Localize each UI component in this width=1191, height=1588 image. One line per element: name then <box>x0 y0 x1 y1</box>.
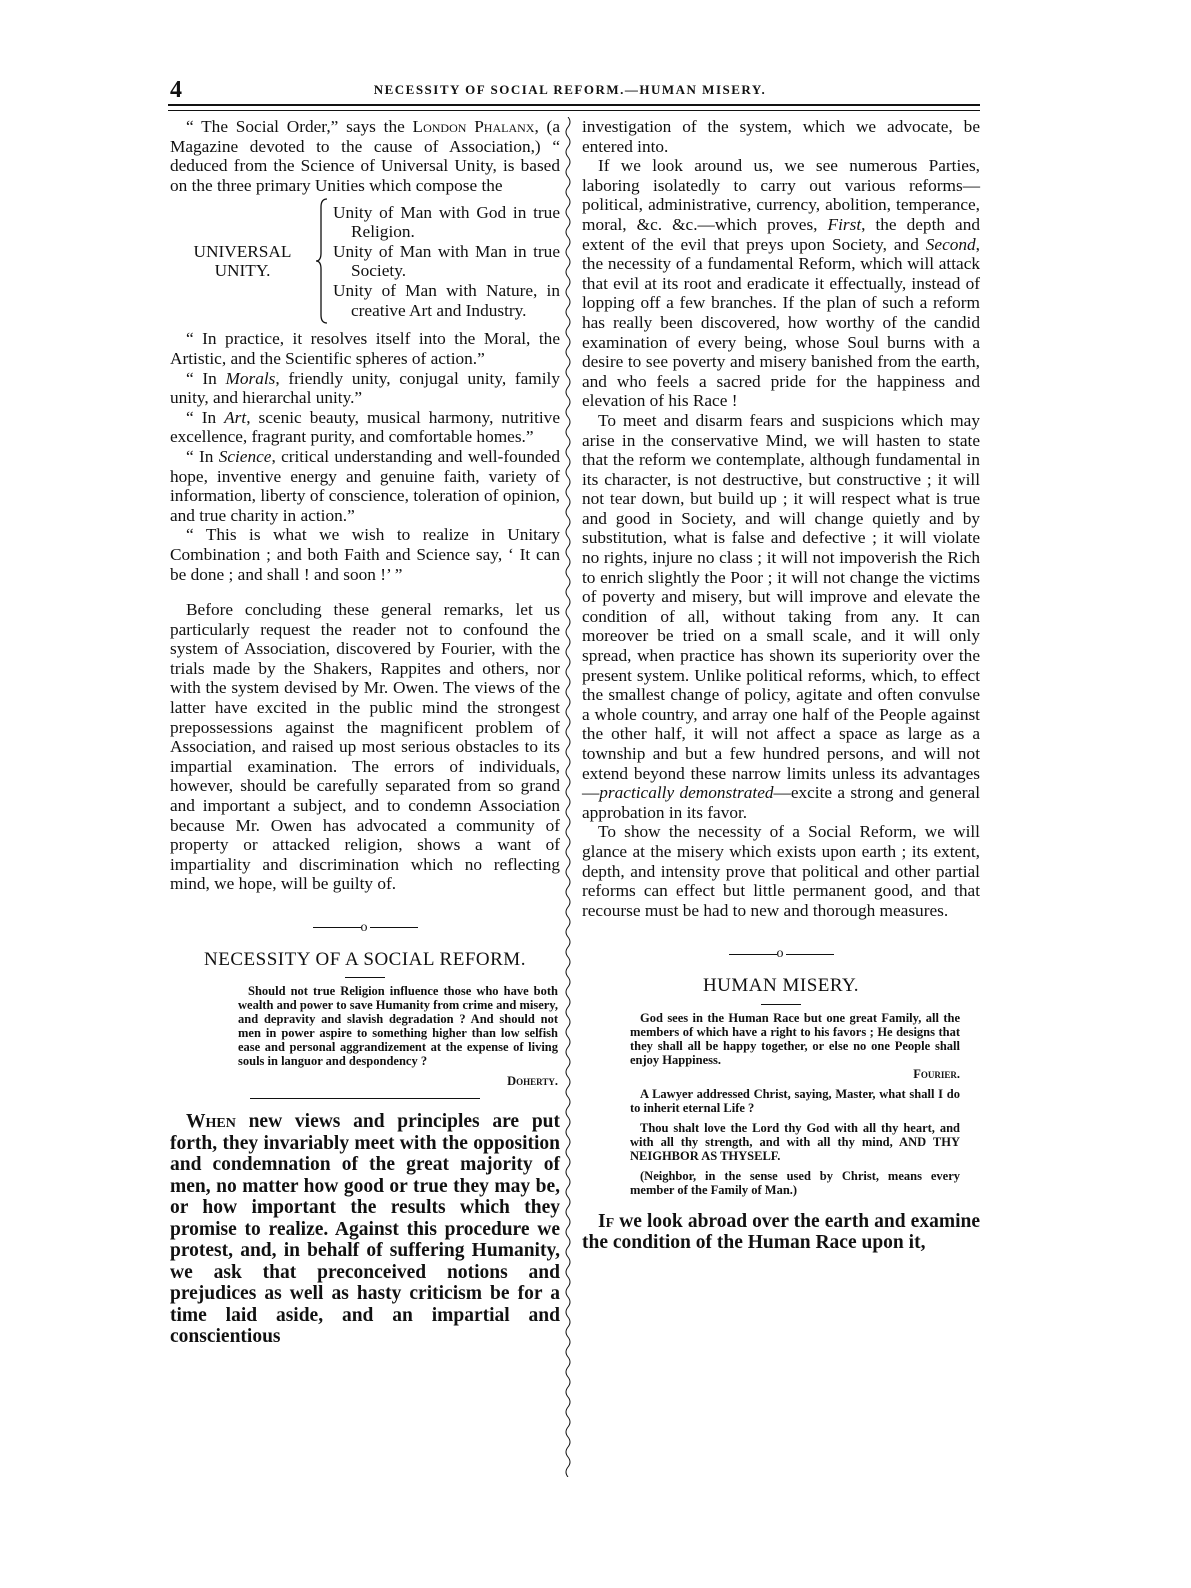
paragraph: “ In Art, scenic beauty, musical harmony, nutritive excellence, fragrant purity, and comfortable homes.” <box>170 407 560 447</box>
divider-ornament: o <box>360 920 370 935</box>
unity-item: Unity of Man with Man in true Society. <box>333 241 560 281</box>
column-divider <box>561 117 575 1477</box>
epigraph <box>630 1011 960 1197</box>
section-divider <box>170 918 560 938</box>
title-rule <box>761 1004 801 1005</box>
epigraph-text: (Neighbor, in the sense used by Christ, means every member of the Family of Man.) <box>630 1168 960 1197</box>
paragraph: When new views and principles are put forth, they invariably meet with the opposition and condemnation of the great majority of men, no matter how good or true they may be, or how important the results which they promise to realize. Against this procedure we protest, and, in behalf of suffering Humanity, we ask that preconceived notions and prejudices as well as hasty criticism be for a time laid aside, and an impartial and conscientious <box>170 1111 560 1348</box>
right-column <box>582 117 980 1254</box>
section-title: HUMAN MISERY. <box>702 974 860 996</box>
epigraph-text: Should not true Religion influence those who have both wealth and power to save Humanity from crime and misery, and depravity and slavish degradation ? And should not men in power aspire to something higher than low selfish ease and personal aggrandizement at the expense of living souls in languor and despondency ? <box>238 984 558 1069</box>
epigraph-text: A Lawyer addressed Christ, saying, Master, what shall I do to inherit eternal Life ? <box>630 1086 960 1115</box>
unity-item: Unity of Man with Nature, in creative Art and Industry. <box>333 280 560 320</box>
paragraph: Before concluding these general remarks, let us particularly request the reader not to confound the system of Association, discovered by Fourier, with the trials made by the Shakers, Rappites and others, nor with the system devised by Mr. Owen. The views of the latter have excited in the public mind the strongest prepossessions against the magnificent problem of Association, and raised up most serious obstacles to its impartial examination. The errors of individuals, however, should be carefully separated from so grand and important a subject, and to condemn Association because Mr. Owen has advocated a community of property or attacked religion, shows a want of impartiality and discrimination which no reflecting mind, we hope, will be guilty of. <box>170 600 560 894</box>
epigraph-attribution: Fourier. <box>913 1066 960 1081</box>
page-number: 4 <box>170 77 182 103</box>
universal-unity-label: UNIVERSAL UNITY. <box>193 242 292 281</box>
unity-item: Unity of Man with God in true Religion. <box>333 202 560 242</box>
header-rule-thin <box>168 110 980 111</box>
paragraph: “ This is what we wish to realize in Unitary Combination ; and both Faith and Science say, ‘ It can be done ; and shall ! and soon !’ ” <box>170 525 560 584</box>
paragraph: “ In Morals, friendly unity, conjugal unity, family unity, and hierarchal unity.” <box>170 368 560 408</box>
left-brace-icon <box>315 197 329 325</box>
paragraph: To show the necessity of a Social Reform, we will glance at the misery which exists upon earth ; its extent, depth, and intensity prove that political and other partial reforms can effect but little permanent good, and that recourse must be had to new and thorough measures. <box>582 822 980 920</box>
unity-list <box>329 203 560 321</box>
epigraph-attribution: Doherty. <box>507 1074 558 1089</box>
left-column <box>170 117 560 1348</box>
title-rule <box>345 977 385 978</box>
paragraph: If we look abroad over the earth and examine the condition of the Human Race upon it, <box>582 1210 980 1254</box>
paragraph: To meet and disarm fears and suspicions which may arise in the conservative Mind, we will hasten to state that the reform we contemplate, although fundamental in its character, is not destructive, but constructive ; it will not tear down, but build up ; it will respect what is true and good in Society, and will change quietly and by substitution, what is false and defective ; it will violate no rights, injure no class ; it will not impoverish the Rich to enrich slightly the Poor ; it will not change the victims of poverty and misery, but will improve and elevate the condition of all, without taking from any. It can moreover be tried on a small scale, and it will only spread, when practice has shown its superiority over the present system. Unlike political reforms, which, to effect the smallest change of policy, agitate and often convulse a whole country, and array one half of the People against the other half, it will not affect a space as large as a township and but a few hundred persons, and will not extend beyond these narrow limits unless its advantages—practically demonstrated—excite a strong and general approbation in its favor. <box>582 410 980 822</box>
running-title: NECESSITY OF SOCIAL REFORM.—HUMAN MISERY. <box>373 82 767 97</box>
paragraph: “ In Science, critical understanding and well-founded hope, inventive energy and genuine faith, variety of information, liberty of conscience, toleration of opinion, and true charity in action.” <box>170 446 560 525</box>
paragraph: “ In practice, it resolves itself into the Moral, the Artistic, and the Scientific spheres of action.” <box>170 329 560 368</box>
epigraph-rule <box>250 1098 480 1099</box>
epigraph <box>238 984 558 1088</box>
epigraph-text: God sees in the Human Race but one great Family, all the members of which have a right to his favors ; He designs that they shall all be happy together, or else no one People shall enjoy Happiness. <box>630 1010 960 1067</box>
divider-ornament: o <box>776 946 786 962</box>
paragraph: investigation of the system, which we advocate, be entered into. <box>582 117 980 156</box>
epigraph-text: Thou shalt love the Lord thy God with all thy heart, and with all thy strength, and with all thy mind, AND THY NEIGHBOR AS THYSELF. <box>630 1120 960 1163</box>
section-title: NECESSITY OF A SOCIAL REFORM. <box>204 948 526 970</box>
section-divider <box>582 944 980 964</box>
paragraph: “ The Social Order,” says the London Phalanx, (a Magazine devoted to the cause of Association,) “ deduced from the Science of Universal Unity, is based on the three primary Unities which compose the <box>170 117 560 195</box>
header-rule <box>168 104 980 106</box>
universal-unity-table <box>170 197 560 325</box>
paragraph: If we look around us, we see numerous Parties, laboring isolatedly to carry out various reforms—political, administrative, currency, abolition, temperance, moral, &c. &c.—which proves, First, the depth and extent of the evil that preys upon Society, and Second, the necessity of a fundamental Reform, which will attack that evil at its root and eradicate it effectually, instead of lopping off a few branches. If the plan of such a reform has really been discovered, how worthy of the candid examination of every being, whose Soul burns with a desire to see poverty and misery banished from the earth, and who feels a sacred pride for the happiness and elevation of his Race ! <box>582 156 980 411</box>
